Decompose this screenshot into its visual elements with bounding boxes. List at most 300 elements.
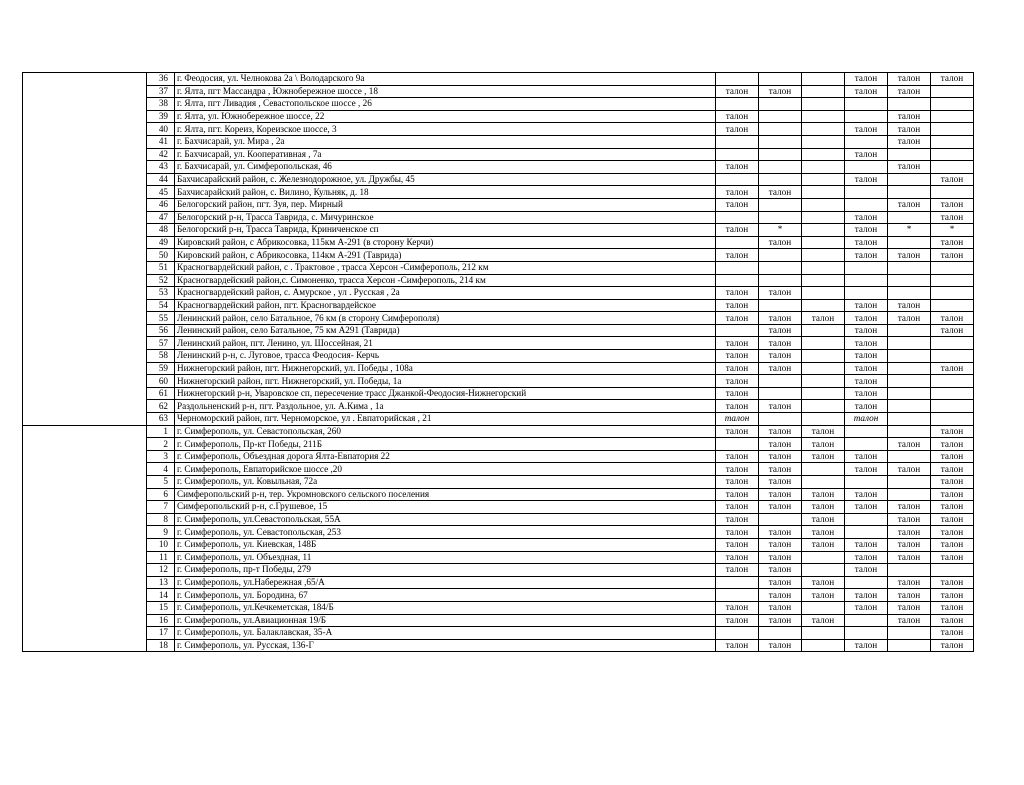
ticket-cell: талон <box>931 488 974 501</box>
ticket-cell: талон <box>716 564 759 577</box>
ticket-cell: талон <box>931 501 974 514</box>
ticket-cell: талон <box>716 337 759 350</box>
ticket-cell: талон <box>888 601 931 614</box>
ticket-cell <box>759 513 802 526</box>
ticket-cell <box>888 413 931 426</box>
table-row <box>23 501 974 514</box>
station-address: Раздольненский р-н, пгт. Раздольное, ул. А.Кима , 1а <box>175 400 716 413</box>
station-address: г. Симферополь, пр-т Победы, 279 <box>175 564 716 577</box>
ticket-cell <box>802 186 845 199</box>
ticket-cell: талон <box>931 639 974 652</box>
ticket-cell <box>888 362 931 375</box>
ticket-cell: талон <box>759 438 802 451</box>
ticket-cell <box>716 73 759 86</box>
ticket-cell <box>802 173 845 186</box>
ticket-cell: талон <box>931 463 974 476</box>
row-number: 4 <box>147 463 175 476</box>
ticket-cell <box>802 299 845 312</box>
region-group-cell <box>23 73 147 426</box>
ticket-cell <box>931 135 974 148</box>
ticket-cell: талон <box>716 299 759 312</box>
ticket-cell: талон <box>845 589 888 602</box>
ticket-cell: талон <box>888 551 931 564</box>
station-address: г. Симферополь, ул.Набережная ,65/А <box>175 576 716 589</box>
ticket-cell: талон <box>759 186 802 199</box>
ticket-cell: талон <box>759 312 802 325</box>
ticket-cell <box>802 387 845 400</box>
ticket-cell <box>802 224 845 237</box>
ticket-cell: талон <box>888 438 931 451</box>
ticket-cell: талон <box>888 589 931 602</box>
ticket-cell: талон <box>845 337 888 350</box>
ticket-cell <box>845 261 888 274</box>
ticket-cell: талон <box>716 551 759 564</box>
ticket-cell: талон <box>716 526 759 539</box>
row-number: 62 <box>147 400 175 413</box>
ticket-cell <box>759 261 802 274</box>
ticket-cell <box>888 350 931 363</box>
row-number: 5 <box>147 476 175 489</box>
ticket-cell: талон <box>845 362 888 375</box>
row-number: 56 <box>147 324 175 337</box>
ticket-cell: талон <box>888 161 931 174</box>
table-row <box>23 249 974 262</box>
ticket-cell <box>802 350 845 363</box>
row-number: 63 <box>147 413 175 426</box>
ticket-cell: талон <box>759 538 802 551</box>
row-number: 55 <box>147 312 175 325</box>
ticket-cell: талон <box>759 450 802 463</box>
table-row <box>23 98 974 111</box>
ticket-cell <box>802 161 845 174</box>
ticket-cell <box>931 299 974 312</box>
station-address: г. Симферополь, ул. Севастопольская, 260 <box>175 425 716 438</box>
ticket-cell <box>759 123 802 136</box>
row-number: 18 <box>147 639 175 652</box>
ticket-cell <box>802 236 845 249</box>
table-row <box>23 463 974 476</box>
table-row <box>23 350 974 363</box>
table-row <box>23 614 974 627</box>
ticket-cell <box>802 110 845 123</box>
ticket-cell <box>931 287 974 300</box>
row-number: 57 <box>147 337 175 350</box>
ticket-cell: талон <box>888 513 931 526</box>
ticket-cell: талон <box>845 450 888 463</box>
row-number: 7 <box>147 501 175 514</box>
ticket-cell <box>845 438 888 451</box>
ticket-cell <box>716 589 759 602</box>
row-number: 59 <box>147 362 175 375</box>
ticket-cell <box>888 148 931 161</box>
table-row <box>23 526 974 539</box>
ticket-cell: талон <box>888 110 931 123</box>
row-number: 61 <box>147 387 175 400</box>
table-row <box>23 564 974 577</box>
ticket-cell: талон <box>802 614 845 627</box>
ticket-cell: талон <box>931 614 974 627</box>
ticket-cell <box>802 85 845 98</box>
ticket-cell <box>802 98 845 111</box>
station-address: г. Ялта, ул. Южнобережное шоссе, 22 <box>175 110 716 123</box>
ticket-cell <box>845 627 888 640</box>
ticket-cell: талон <box>888 123 931 136</box>
ticket-cell: талон <box>888 135 931 148</box>
ticket-cell: талон <box>931 312 974 325</box>
ticket-cell <box>931 85 974 98</box>
ticket-cell <box>802 73 845 86</box>
table-row <box>23 337 974 350</box>
ticket-cell <box>716 148 759 161</box>
ticket-cell <box>802 211 845 224</box>
table-row <box>23 110 974 123</box>
row-number: 48 <box>147 224 175 237</box>
ticket-cell <box>888 375 931 388</box>
ticket-cell <box>802 463 845 476</box>
ticket-cell <box>802 148 845 161</box>
ticket-cell: талон <box>845 249 888 262</box>
table-row <box>23 425 974 438</box>
row-number: 36 <box>147 73 175 86</box>
ticket-cell <box>845 135 888 148</box>
station-address: г. Ялта, пгт Массандра , Южнобережное шоссе , 18 <box>175 85 716 98</box>
table-row <box>23 538 974 551</box>
ticket-cell <box>931 110 974 123</box>
table-row <box>23 211 974 224</box>
row-number: 46 <box>147 198 175 211</box>
table-row <box>23 375 974 388</box>
table-row <box>23 450 974 463</box>
row-number: 41 <box>147 135 175 148</box>
ticket-cell: талон <box>931 198 974 211</box>
table-row <box>23 161 974 174</box>
ticket-cell <box>716 173 759 186</box>
station-address: Нижнегорский р-н, Уваровское сп, пересечение трасс Джанкой-Феодосия-Нижнегорский <box>175 387 716 400</box>
ticket-cell <box>888 450 931 463</box>
station-address: Кировский район, с Абрикосовка, 115км А-291 (в сторону Керчи) <box>175 236 716 249</box>
ticket-cell: талон <box>931 601 974 614</box>
ticket-cell: талон <box>845 375 888 388</box>
ticket-cell <box>759 249 802 262</box>
station-address: г. Симферополь, ул. Объездная, 11 <box>175 551 716 564</box>
ticket-cell: талон <box>759 564 802 577</box>
table-row <box>23 186 974 199</box>
station-address: Симферопольский р-н, тер. Укромновского сельского поселения <box>175 488 716 501</box>
ticket-cell <box>888 186 931 199</box>
ticket-cell <box>759 135 802 148</box>
ticket-cell: талон <box>888 614 931 627</box>
ticket-cell <box>888 261 931 274</box>
station-address: Кировский район, с Абрикосовка, 114км А-291 (Таврида) <box>175 249 716 262</box>
station-address: г. Симферополь, Пр-кт Победы, 211Б <box>175 438 716 451</box>
ticket-cell <box>931 123 974 136</box>
station-address: Красногвардейский район, с . Трактовое , трасса Херсон -Симферополь, 212 км <box>175 261 716 274</box>
ticket-cell: талон <box>888 312 931 325</box>
ticket-cell: талон <box>759 324 802 337</box>
row-number: 14 <box>147 589 175 602</box>
ticket-cell: талон <box>759 639 802 652</box>
table-row <box>23 299 974 312</box>
ticket-cell: талон <box>931 513 974 526</box>
row-number: 45 <box>147 186 175 199</box>
ticket-cell: талон <box>888 73 931 86</box>
ticket-cell: талон <box>845 501 888 514</box>
ticket-cell <box>759 198 802 211</box>
table-row <box>23 274 974 287</box>
table-row <box>23 324 974 337</box>
table-row <box>23 551 974 564</box>
station-address: Ленинский район, село Батальное, 76 км (в сторону Симферополя) <box>175 312 716 325</box>
ticket-cell <box>802 639 845 652</box>
row-number: 42 <box>147 148 175 161</box>
row-number: 13 <box>147 576 175 589</box>
ticket-cell <box>802 198 845 211</box>
ticket-cell: талон <box>931 551 974 564</box>
ticket-cell: талон <box>716 488 759 501</box>
ticket-cell <box>716 236 759 249</box>
ticket-cell <box>888 211 931 224</box>
ticket-cell <box>802 135 845 148</box>
ticket-cell <box>716 135 759 148</box>
ticket-cell: талон <box>802 538 845 551</box>
ticket-cell <box>845 198 888 211</box>
ticket-cell <box>888 639 931 652</box>
ticket-cell: талон <box>759 463 802 476</box>
ticket-cell <box>759 387 802 400</box>
ticket-cell <box>716 274 759 287</box>
station-address: г. Симферополь, Объездная дорога Ялта-Евпатория 22 <box>175 450 716 463</box>
station-address: г. Симферополь, ул. Русская, 136-Г <box>175 639 716 652</box>
ticket-cell <box>759 110 802 123</box>
table-row <box>23 476 974 489</box>
ticket-cell <box>845 425 888 438</box>
ticket-cell <box>888 488 931 501</box>
ticket-cell <box>716 627 759 640</box>
ticket-cell: талон <box>716 123 759 136</box>
ticket-cell: талон <box>759 551 802 564</box>
table-row <box>23 438 974 451</box>
ticket-cell: талон <box>802 438 845 451</box>
table-row <box>23 198 974 211</box>
station-address: г. Феодосия, ул. Челнокова 2а \ Володарского 9а <box>175 73 716 86</box>
ticket-cell: талон <box>716 161 759 174</box>
ticket-cell <box>845 614 888 627</box>
station-address: Симферопольский р-н, с.Грушевое, 15 <box>175 501 716 514</box>
ticket-cell <box>845 476 888 489</box>
ticket-cell: талон <box>802 488 845 501</box>
table-row <box>23 400 974 413</box>
ticket-cell <box>759 627 802 640</box>
ticket-cell <box>931 161 974 174</box>
row-number: 8 <box>147 513 175 526</box>
ticket-cell: талон <box>931 589 974 602</box>
ticket-cell <box>931 413 974 426</box>
ticket-cell: талон <box>931 425 974 438</box>
table-row <box>23 173 974 186</box>
row-number: 37 <box>147 85 175 98</box>
station-address: г. Бахчисарай, ул. Симферопольская, 46 <box>175 161 716 174</box>
ticket-cell <box>802 375 845 388</box>
ticket-cell: талон <box>845 173 888 186</box>
ticket-cell: талон <box>716 501 759 514</box>
ticket-cell: талон <box>716 375 759 388</box>
ticket-cell <box>845 526 888 539</box>
ticket-cell: талон <box>931 450 974 463</box>
ticket-cell: талон <box>888 198 931 211</box>
row-number: 40 <box>147 123 175 136</box>
ticket-cell <box>888 98 931 111</box>
station-address: г. Симферополь, ул. Севастопольская, 253 <box>175 526 716 539</box>
row-number: 52 <box>147 274 175 287</box>
table-row <box>23 85 974 98</box>
table-row <box>23 73 974 86</box>
ticket-cell: талон <box>716 350 759 363</box>
ticket-cell <box>716 261 759 274</box>
row-number: 50 <box>147 249 175 262</box>
ticket-cell: талон <box>845 224 888 237</box>
ticket-cell: талон <box>759 526 802 539</box>
ticket-cell: талон <box>888 538 931 551</box>
ticket-cell: талон <box>845 400 888 413</box>
ticket-cell <box>802 287 845 300</box>
ticket-cell: талон <box>845 299 888 312</box>
ticket-cell <box>888 324 931 337</box>
ticket-cell: талон <box>845 551 888 564</box>
ticket-cell: талон <box>802 501 845 514</box>
ticket-cell: талон <box>716 110 759 123</box>
ticket-cell: талон <box>759 400 802 413</box>
ticket-cell <box>931 337 974 350</box>
ticket-cell <box>931 274 974 287</box>
ticket-cell: талон <box>716 639 759 652</box>
ticket-cell: талон <box>931 211 974 224</box>
ticket-cell <box>802 601 845 614</box>
ticket-cell: талон <box>716 463 759 476</box>
ticket-cell <box>931 400 974 413</box>
table-row <box>23 123 974 136</box>
station-address: г. Симферополь, Евпаторийское шоссе ,20 <box>175 463 716 476</box>
ticket-cell: талон <box>931 538 974 551</box>
ticket-cell <box>759 148 802 161</box>
station-address: Бахчисарайский район, с. Вилино, Кульняк, д. 18 <box>175 186 716 199</box>
station-address: г. Бахчисарай, ул. Мира , 2а <box>175 135 716 148</box>
ticket-cell <box>931 98 974 111</box>
station-address: г. Симферополь, ул.Авиационная 19/Б <box>175 614 716 627</box>
ticket-cell: талон <box>716 400 759 413</box>
ticket-cell: талон <box>845 148 888 161</box>
ticket-cell: талон <box>759 362 802 375</box>
row-number: 2 <box>147 438 175 451</box>
table-row <box>23 387 974 400</box>
table-row <box>23 287 974 300</box>
ticket-cell: талон <box>888 249 931 262</box>
ticket-cell: талон <box>845 639 888 652</box>
ticket-cell <box>888 274 931 287</box>
row-number: 16 <box>147 614 175 627</box>
ticket-cell: талон <box>888 85 931 98</box>
station-address: г. Симферополь, ул. Балаклавская, 35-А <box>175 627 716 640</box>
station-address: Ленинский район, село Батальное, 75 км А291 (Таврида) <box>175 324 716 337</box>
station-address: Нижнегорский район, пгт. Нижнегорский, ул. Победы , 108а <box>175 362 716 375</box>
row-number: 3 <box>147 450 175 463</box>
row-number: 49 <box>147 236 175 249</box>
ticket-cell <box>802 476 845 489</box>
ticket-cell: талон <box>931 526 974 539</box>
table-row <box>23 261 974 274</box>
ticket-cell: талон <box>759 614 802 627</box>
ticket-cell: талон <box>931 236 974 249</box>
ticket-cell: талон <box>845 488 888 501</box>
ticket-cell <box>802 249 845 262</box>
ticket-cell <box>888 173 931 186</box>
table-row <box>23 601 974 614</box>
ticket-cell: талон <box>845 350 888 363</box>
ticket-cell: талон <box>888 526 931 539</box>
ticket-cell: талон <box>845 463 888 476</box>
station-address: г. Ялта, пгт. Кореиз, Кореизское шоссе, 3 <box>175 123 716 136</box>
region-group-cell <box>23 425 147 652</box>
row-number: 12 <box>147 564 175 577</box>
table-row <box>23 312 974 325</box>
table-row <box>23 148 974 161</box>
ticket-cell <box>716 438 759 451</box>
row-number: 9 <box>147 526 175 539</box>
ticket-cell <box>931 186 974 199</box>
ticket-cell: талон <box>845 538 888 551</box>
row-number: 10 <box>147 538 175 551</box>
table-row <box>23 224 974 237</box>
ticket-cell <box>802 413 845 426</box>
ticket-cell: талон <box>845 601 888 614</box>
station-address: Красногвардейский район,с. Симоненко, трасса Херсон -Симферополь, 214 км <box>175 274 716 287</box>
station-address: Черноморский район, пгт. Черноморское, ул . Евпаторийская , 21 <box>175 413 716 426</box>
ticket-cell <box>888 627 931 640</box>
ticket-cell: талон <box>845 85 888 98</box>
ticket-cell: талон <box>888 501 931 514</box>
station-address: Красногвардейский район, с. Амурское , ул . Русская , 2а <box>175 287 716 300</box>
ticket-cell <box>845 186 888 199</box>
ticket-cell: талон <box>716 513 759 526</box>
station-address: г. Симферополь, ул. Киевская, 148Б <box>175 538 716 551</box>
ticket-cell <box>716 324 759 337</box>
ticket-cell: талон <box>716 450 759 463</box>
ticket-cell: талон <box>845 312 888 325</box>
station-address: г. Симферополь, ул.Севастопольская, 55А <box>175 513 716 526</box>
ticket-cell <box>931 375 974 388</box>
ticket-cell <box>888 287 931 300</box>
ticket-cell <box>759 98 802 111</box>
table-row <box>23 362 974 375</box>
ticket-cell: талон <box>759 576 802 589</box>
ticket-cell: талон <box>802 312 845 325</box>
row-number: 43 <box>147 161 175 174</box>
ticket-cell <box>802 362 845 375</box>
ticket-cell <box>931 261 974 274</box>
ticket-cell <box>845 287 888 300</box>
ticket-cell: талон <box>716 387 759 400</box>
ticket-cell: талон <box>888 463 931 476</box>
ticket-cell: талон <box>931 249 974 262</box>
ticket-cell <box>802 274 845 287</box>
ticket-cell: талон <box>888 299 931 312</box>
ticket-cell <box>716 98 759 111</box>
ticket-cell: талон <box>716 538 759 551</box>
ticket-cell: талон <box>716 249 759 262</box>
ticket-cell <box>931 564 974 577</box>
ticket-cell: талон <box>931 73 974 86</box>
ticket-cell <box>845 161 888 174</box>
ticket-cell: талон <box>759 601 802 614</box>
